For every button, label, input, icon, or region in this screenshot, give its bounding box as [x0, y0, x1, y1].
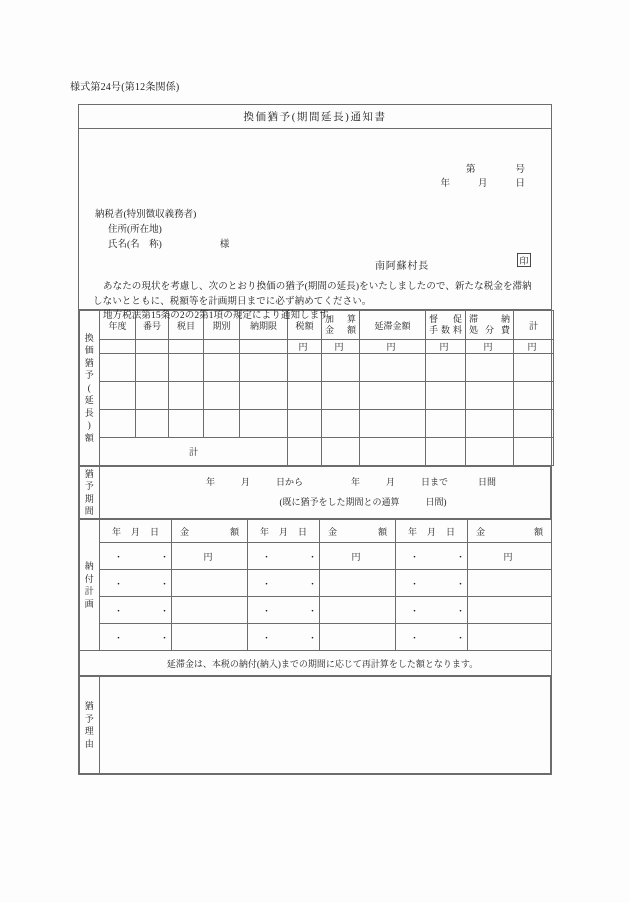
cell-nendo[interactable]	[100, 382, 136, 410]
unit-yen-kei: 円	[514, 340, 554, 354]
unit-yen-entaikin: 円	[360, 340, 426, 354]
unit-yen-zeigaku: 円	[288, 340, 322, 354]
plan-date-cell[interactable]	[100, 597, 184, 624]
plan-amount-header-text: 金 額	[328, 526, 387, 537]
plan-date-dots: ・ ・	[410, 632, 480, 643]
cell-kibetsu[interactable]	[204, 410, 240, 438]
vlabel-char: 理	[84, 726, 95, 736]
date-day-label: 日	[515, 179, 525, 189]
cell-zeimoku[interactable]	[169, 410, 204, 438]
body-paragraph-2: 地方税法第15条の2の2第1項の規定により通知します。	[103, 311, 338, 321]
plan-date-dots: ・ ・	[262, 551, 332, 562]
vlabel-char: (	[87, 382, 92, 393]
plan-date-dots: ・ ・	[262, 605, 332, 616]
plan-col-header-amount-3	[468, 520, 552, 543]
plan-date-header-text: 年 月 日	[112, 526, 159, 537]
cell-shobunhi[interactable]	[466, 410, 514, 438]
unit-cell	[169, 340, 204, 354]
name-label: 氏名(名 称)	[108, 240, 162, 250]
cell-kasangaku[interactable]	[322, 410, 360, 438]
vlabel-char: 間	[84, 506, 95, 516]
vlabel-char: 由	[84, 738, 95, 749]
plan-date-dots: ・ ・	[114, 605, 184, 616]
plan-amount-cell[interactable]: 円	[468, 543, 552, 570]
plan-amount-cell[interactable]	[468, 570, 552, 597]
col-header-kibetsu: 期別	[204, 311, 240, 340]
total-entaikin[interactable]	[360, 438, 426, 466]
cell-kibetsu[interactable]	[204, 354, 240, 382]
cell-zeigaku[interactable]	[288, 382, 322, 410]
document-date-line	[440, 175, 525, 189]
title-band	[79, 105, 551, 129]
plan-col-header-date-3	[396, 520, 468, 543]
vlabel-char: 画	[84, 598, 95, 609]
period-day-from: 日から	[275, 477, 303, 487]
plan-date-dots: ・ ・	[410, 578, 480, 589]
col-header-entaikingaku: 延滞金額	[360, 311, 426, 340]
vlabel-char: 価	[84, 345, 95, 356]
period-month-to: 月	[386, 477, 396, 487]
plan-date-cell[interactable]	[100, 543, 184, 570]
cell-zeimoku[interactable]	[169, 382, 204, 410]
plan-date-cell[interactable]	[248, 624, 332, 651]
vlabel-char: 予	[84, 370, 95, 381]
cell-bango[interactable]	[136, 382, 169, 410]
col-header-zeigaku: 税額	[288, 311, 322, 340]
form-frame	[78, 104, 552, 775]
payment-plan-note-row	[80, 651, 552, 676]
plan-date-cell[interactable]	[248, 597, 332, 624]
grace-period-label	[80, 467, 100, 519]
tax-amount-table	[79, 310, 554, 466]
cell-kei[interactable]	[514, 410, 554, 438]
grace-period-content[interactable]	[100, 467, 551, 519]
body-text	[93, 280, 541, 324]
period-days: 日間	[478, 477, 497, 487]
cell-noukigen[interactable]	[240, 382, 288, 410]
col-header-line1: 督 促	[429, 314, 462, 324]
cell-zeigaku[interactable]	[288, 354, 322, 382]
cumulative-note-days: 日間)	[425, 497, 447, 507]
doc-no-suffix: 号	[515, 165, 525, 175]
period-day-to: 日まで	[421, 477, 449, 487]
plan-date-cell[interactable]	[396, 597, 480, 624]
period-year-to: 年	[350, 477, 360, 487]
vlabel-char: 予	[84, 481, 95, 491]
grace-period-range	[100, 472, 550, 492]
name-label-line	[95, 238, 229, 253]
plan-date-cell[interactable]	[248, 543, 332, 570]
body-paragraph-1: あなたの現状を考慮し、次のとおり換価の猶予(期間の延長)をいたしましたので、新たな税金を滞納しないとともに、税額等を計画期日までに必ず納めてください。	[93, 282, 532, 307]
grace-reason-table	[79, 676, 551, 774]
plan-date-dots: ・ ・	[410, 551, 480, 562]
plan-date-cell[interactable]	[100, 570, 184, 597]
cell-shobunhi[interactable]	[466, 354, 514, 382]
plan-date-dots: ・ ・	[114, 632, 184, 643]
plan-date-cell[interactable]	[396, 543, 480, 570]
unit-yen-shobunhi: 円	[466, 340, 514, 354]
col-header-line2: 金 額	[325, 325, 356, 335]
plan-date-cell[interactable]	[100, 624, 184, 651]
col-header-noukigen: 納期限	[240, 311, 288, 340]
cell-kibetsu[interactable]	[204, 382, 240, 410]
plan-date-cell[interactable]	[396, 570, 480, 597]
plan-col-header-amount-2	[320, 520, 396, 543]
plan-col-header-amount-1	[172, 520, 248, 543]
col-header-nendo: 年度	[100, 311, 136, 340]
plan-date-header-text: 年 月 日	[260, 526, 307, 537]
doc-no-prefix: 第	[465, 165, 476, 175]
tax-table-total-row	[80, 438, 554, 466]
col-header-line2: 処 分 費	[469, 325, 510, 335]
payment-plan-table	[79, 519, 552, 676]
plan-amount-header-text: 金 額	[180, 526, 239, 537]
grace-period-cumulative	[100, 492, 550, 512]
cell-kasangaku[interactable]	[322, 382, 360, 410]
vlabel-char: 予	[84, 713, 95, 724]
cell-entaikin[interactable]	[360, 382, 426, 410]
vlabel-char: 猶	[84, 468, 95, 479]
vlabel-char: 付	[84, 573, 95, 584]
unit-cell	[204, 340, 240, 354]
unit-cell	[136, 340, 169, 354]
unit-yen-kasangaku: 円	[322, 340, 360, 354]
cell-kei[interactable]	[514, 382, 554, 410]
addressee-label: 納税者(特別徴収義務者)	[95, 210, 197, 220]
total-kasangaku[interactable]	[322, 438, 360, 466]
plan-col-header-date-1	[100, 520, 172, 543]
total-zeigaku[interactable]	[288, 438, 322, 466]
vlabel-char: 猶	[84, 701, 95, 711]
plan-date-cell[interactable]	[248, 570, 332, 597]
total-kei[interactable]	[514, 438, 554, 466]
table-row	[80, 410, 554, 438]
cell-tokusoku[interactable]	[426, 410, 466, 438]
col-header-zeimoku: 税目	[169, 311, 204, 340]
cell-tokusoku[interactable]	[426, 354, 466, 382]
cell-entaikin[interactable]	[360, 354, 426, 382]
table-row	[80, 570, 552, 597]
cell-tokusoku[interactable]	[426, 382, 466, 410]
cell-shobunhi[interactable]	[466, 382, 514, 410]
plan-date-dots: ・ ・	[262, 578, 332, 589]
document-number-line	[466, 161, 525, 175]
vlabel-char: 計	[84, 586, 95, 596]
plan-amount-header-text: 金 額	[476, 526, 543, 537]
table-row	[80, 382, 554, 410]
grace-reason-content[interactable]	[100, 677, 551, 774]
table-row	[80, 624, 552, 651]
table-row	[80, 597, 552, 624]
vlabel-char: 長	[84, 407, 95, 418]
tax-table-row-label	[80, 311, 100, 466]
issuer-name: 南阿蘇村長	[375, 261, 429, 272]
plan-date-dots: ・ ・	[114, 578, 184, 589]
vlabel-char: 期	[84, 493, 95, 504]
seal-icon: 印	[517, 253, 531, 267]
unit-cell	[100, 340, 136, 354]
payment-plan-label	[80, 520, 100, 651]
cell-kei[interactable]	[514, 354, 554, 382]
tax-table-unit-row	[80, 340, 554, 354]
cell-kasangaku[interactable]	[322, 354, 360, 382]
payment-plan-note: 延滞金は、本税の納付(納入)までの期間に応じて再計算をした額となります。	[80, 651, 552, 676]
vlabel-char: )	[87, 420, 92, 431]
period-month-from: 月	[240, 477, 250, 487]
grace-period-table	[79, 466, 551, 519]
cell-bango[interactable]	[136, 410, 169, 438]
cell-zeigaku[interactable]	[288, 410, 322, 438]
cumulative-note-prefix: (既に猶予をした期間との通算	[279, 497, 400, 507]
vlabel-char: 換	[84, 332, 95, 343]
cell-noukigen[interactable]	[240, 354, 288, 382]
total-shobunhi[interactable]	[466, 438, 514, 466]
total-label: 計	[100, 438, 288, 466]
plan-amount-cell[interactable]: 円	[172, 543, 248, 570]
vlabel-char: 額	[84, 432, 95, 443]
vlabel-char: 猶	[84, 357, 95, 368]
form-number: 様式第24号(第12条関係)	[70, 82, 180, 93]
cell-bango[interactable]	[136, 354, 169, 382]
period-year-from: 年	[205, 477, 215, 487]
date-month-label: 月	[477, 179, 488, 189]
honorific: 様	[219, 240, 230, 250]
cell-entaikin[interactable]	[360, 410, 426, 438]
vlabel-char: 納	[84, 561, 95, 571]
plan-date-header-text: 年 月 日	[408, 526, 455, 537]
plan-amount-cell[interactable]	[468, 624, 552, 651]
grace-reason-row	[80, 677, 551, 774]
plan-date-dots: ・ ・	[114, 551, 184, 562]
plan-date-cell[interactable]	[396, 624, 480, 651]
col-header-bango: 番号	[136, 311, 169, 340]
payment-plan-header-row	[80, 520, 552, 543]
cell-nendo[interactable]	[100, 410, 136, 438]
unit-yen-tokusoku: 円	[426, 340, 466, 354]
col-header-kei: 計	[514, 311, 554, 340]
cell-zeimoku[interactable]	[169, 354, 204, 382]
grace-reason-label	[80, 677, 100, 774]
col-header-line1: 滞 納	[469, 314, 510, 324]
date-year-label: 年	[440, 179, 450, 189]
table-row	[80, 543, 552, 570]
grace-period-row	[80, 467, 551, 519]
address-label: 住所(所在地)	[108, 225, 162, 235]
addressee-block	[95, 208, 229, 253]
plan-date-dots: ・ ・	[262, 632, 332, 643]
table-row	[80, 354, 554, 382]
vlabel-char: 延	[84, 395, 95, 406]
cell-nendo[interactable]	[100, 354, 136, 382]
plan-col-header-date-2	[248, 520, 320, 543]
document-title: 換価猶予(期間延長)通知書	[243, 112, 387, 123]
col-header-line2: 手数料	[429, 325, 462, 335]
cell-noukigen[interactable]	[240, 410, 288, 438]
plan-date-dots: ・ ・	[410, 605, 480, 616]
plan-amount-cell[interactable]: 円	[320, 543, 396, 570]
plan-amount-cell[interactable]	[468, 597, 552, 624]
total-tokusoku[interactable]	[426, 438, 466, 466]
unit-cell	[240, 340, 288, 354]
col-header-line1: 加 算	[325, 314, 356, 324]
